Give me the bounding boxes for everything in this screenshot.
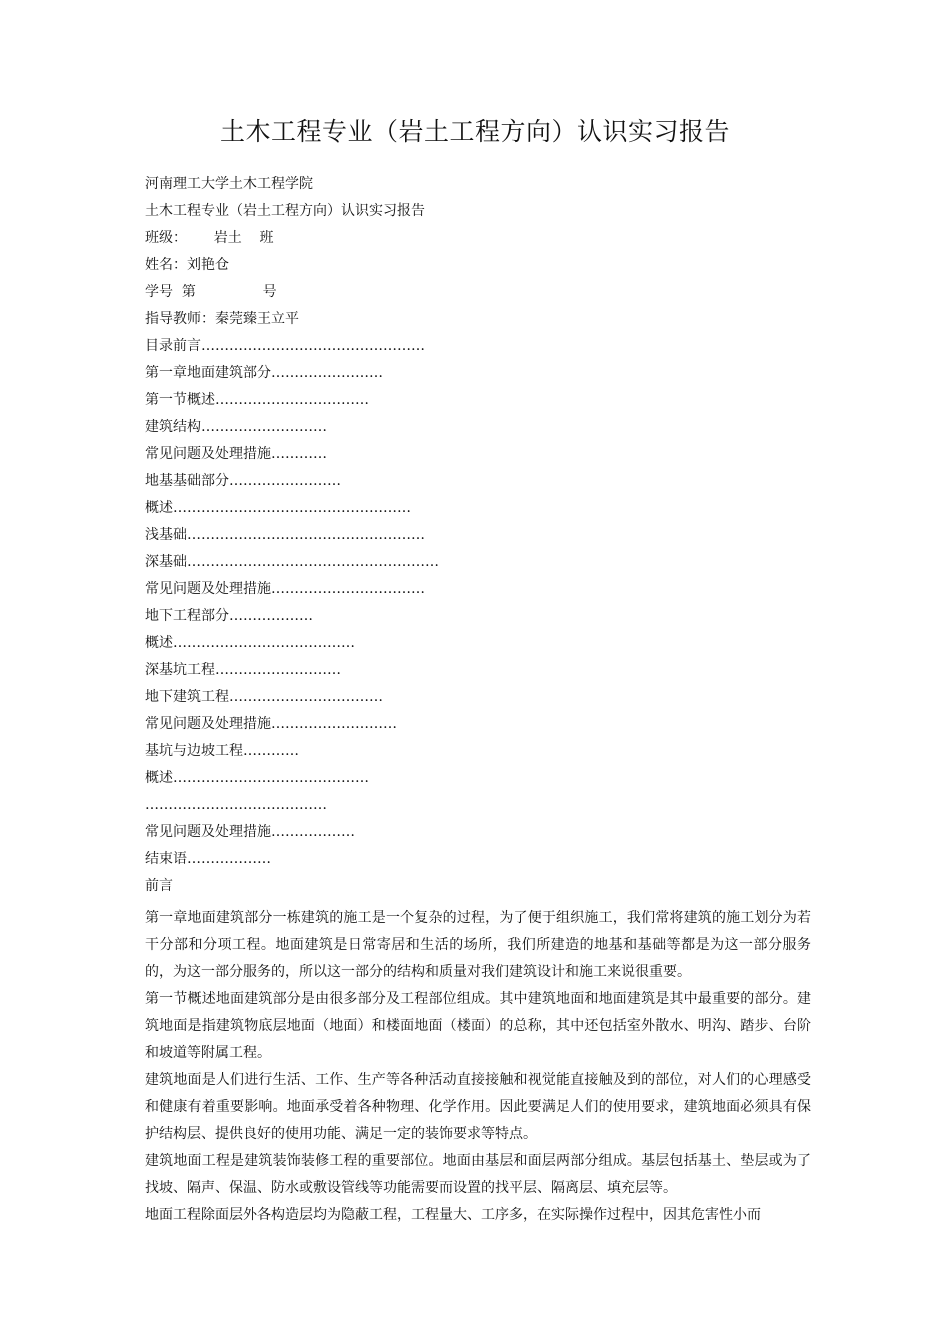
toc-entry: 地基基础部分…………………… [145,473,341,489]
toc-entry: ………………………………… [145,797,327,813]
toc-entry: 常见问题及处理措施……………… [145,824,355,840]
paragraph: 建筑地面是人们进行生活、工作、生产等各种活动直接接触和视觉能直接触及到的部位，对人们的心理感受和健康有着重要影响。地面承受着各种物理、化学作用。因此要满足人们的使用要求，建筑地面必须具有保护结构层、提供良好的使用功能、满足一定的装饰要求等特点。 [145,1072,811,1142]
preface-heading: 前言 [145,878,173,894]
header-and-toc [145,174,815,903]
toc-entry: 概述…………………………………………… [145,500,411,516]
toc-entry: 概述…………………………………… [145,770,369,786]
toc-entry: 常见问题及处理措施……………………… [145,716,397,732]
paragraph: 第一节概述地面建筑部分是由很多部分及工程部位组成。其中建筑地面和地面建筑是其中最重要的部分。建筑地面是指建筑物底层地面（地面）和楼面地面（楼面）的总称，其中还包括室外散水、明沟、踏步、台阶和坡道等附属工程。 [145,991,811,1061]
paragraph: 建筑地面工程是建筑装饰装修工程的重要部位。地面由基层和面层两部分组成。基层包括基土、垫层或为了找坡、隔声、保温、防水或敷设管线等功能需要而设置的找平层、隔离层、填充层等。 [145,1153,811,1196]
toc-entry: 深基坑工程……………………… [145,662,341,678]
toc-entry: 目录前言………………………………………… [145,338,425,354]
toc-entry: 结束语……………… [145,851,271,867]
advisor-line: 指导教师：秦莞臻王立平 [145,311,299,327]
report-subtitle-line: 土木工程专业（岩土工程方向）认识实习报告 [145,203,425,219]
toc-entry: 第一章地面建筑部分…………………… [145,365,383,381]
toc-entry: 常见问题及处理措施………… [145,446,327,462]
toc-entry: 概述………………………………… [145,635,355,651]
toc-entry: 深基础……………………………………………… [145,554,439,570]
document-title: 土木工程专业（岩土工程方向）认识实习报告 [219,117,730,146]
body-text [145,905,811,1229]
name-line: 姓名：刘艳仓 [145,257,229,273]
toc-entry: 浅基础…………………………………………… [145,527,425,543]
toc-entry: 地下工程部分……………… [145,608,313,624]
toc-entry: 建筑结构……………………… [145,419,327,435]
class-line: 班级： 岩土 班 [145,230,274,246]
paragraph: 第一章地面建筑部分一栋建筑的施工是一个复杂的过程，为了便于组织施工，我们常将建筑的施工划分为若干分部和分项工程。地面建筑是日常寄居和生活的场所，我们所建造的地基和基础等都是为这一部分服务的，为这一部分服务的，所以这一部分的结构和质量对我们建筑设计和施工来说很重要。 [145,910,811,980]
toc-entry: 第一节概述…………………………… [145,392,369,408]
institution-line: 河南理工大学土木工程学院 [145,176,313,192]
paragraph: 地面工程除面层外各构造层均为隐蔽工程，工程量大、工序多，在实际操作过程中，因其危害性小而 [145,1207,761,1223]
toc-entry: 基坑与边坡工程………… [145,743,299,759]
toc-entry: 常见问题及处理措施…………………………… [145,581,425,597]
toc-entry: 地下建筑工程…………………………… [145,689,383,705]
student-number-line: 学号 第 号 [145,284,277,300]
